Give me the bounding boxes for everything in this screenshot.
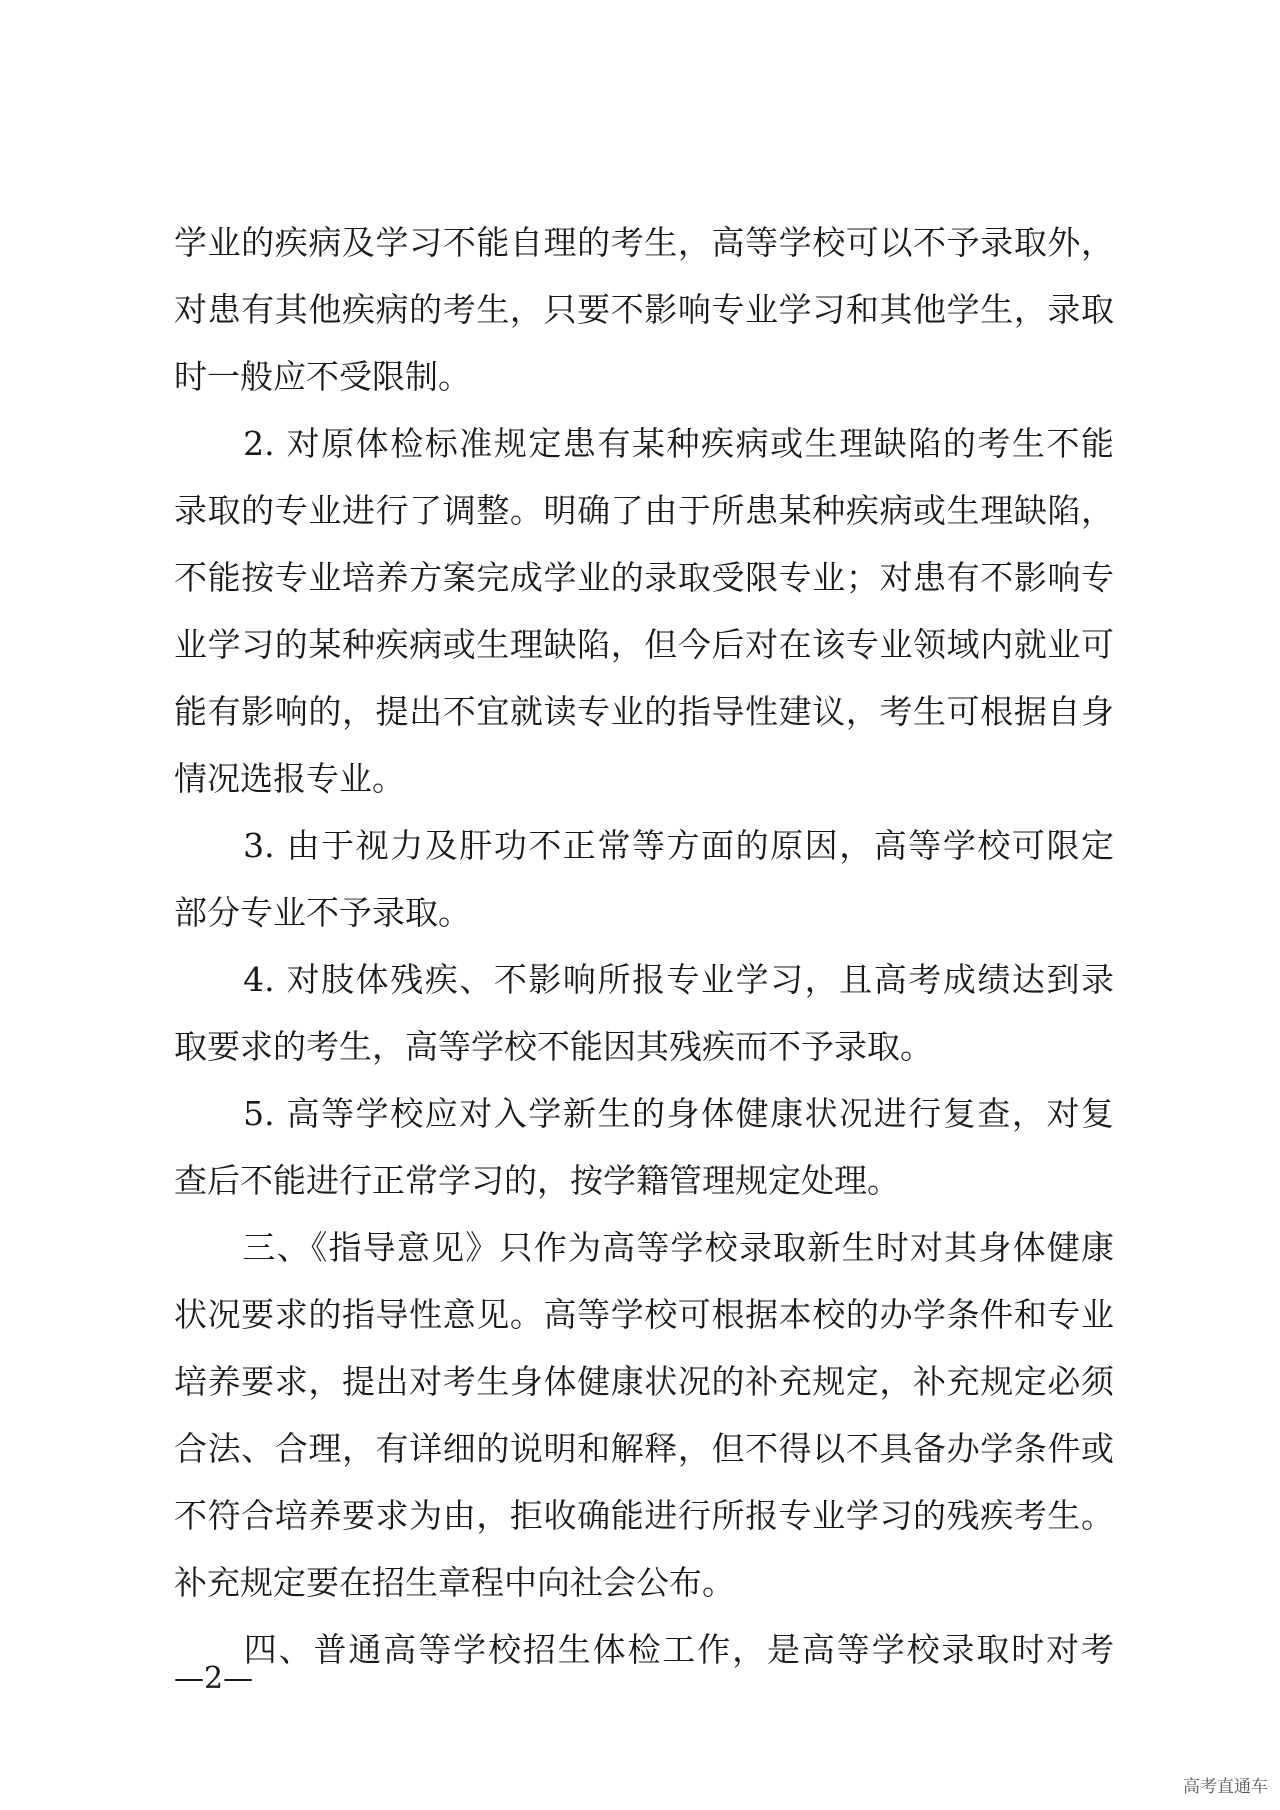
text-line: 4. 对肢体残疾、不影响所报专业学习，且高考成绩达到录 (174, 960, 1114, 999)
text-line: 业学习的某种疾病或生理缺陷，但今后对在该专业领域内就业可 (174, 625, 1114, 664)
text-line: 学业的疾病及学习不能自理的考生，高等学校可以不予录取外， (174, 223, 1114, 262)
text-line: 2. 对原体检标准规定患有某种疾病或生理缺陷的考生不能 (174, 424, 1114, 463)
text-line: 补充规定要在招生章程中向社会公布。 (174, 1563, 735, 1602)
text-line: 培养要求，提出对考生身体健康状况的补充规定，补充规定必须 (174, 1362, 1114, 1401)
text-line: 三、《指导意见》只作为高等学校录取新生时对其身体健康 (174, 1228, 1114, 1267)
text-line: 不能按专业培养方案完成学业的录取受限专业；对患有不影响专 (174, 558, 1114, 597)
text-line: 3. 由于视力及肝功不正常等方面的原因，高等学校可限定 (174, 826, 1114, 865)
text-line: 能有影响的，提出不宜就读专业的指导性建议，考生可根据自身 (174, 692, 1114, 731)
text-line: 时一般应不受限制。 (174, 357, 471, 396)
text-line: 查后不能进行正常学习的，按学籍管理规定处理。 (174, 1161, 900, 1200)
text-line: 5. 高等学校应对入学新生的身体健康状况进行复查，对复 (174, 1094, 1114, 1133)
text-line: 不符合培养要求为由，拒收确能进行所报专业学习的残疾考生。 (174, 1496, 1114, 1535)
page-number: —2— (174, 1661, 254, 1696)
watermark: 高考直通车 (1183, 1777, 1268, 1797)
text-line: 情况选报专业。 (174, 759, 405, 798)
text-line: 录取的专业进行了调整。明确了由于所患某种疾病或生理缺陷， (174, 491, 1114, 530)
text-line: 部分专业不予录取。 (174, 893, 471, 932)
text-line: 对患有其他疾病的考生，只要不影响专业学习和其他学生，录取 (174, 290, 1114, 329)
text-line: 状况要求的指导性意见。高等学校可根据本校的办学条件和专业 (174, 1295, 1114, 1334)
text-line: 合法、合理，有详细的说明和解释，但不得以不具备办学条件或 (174, 1429, 1114, 1468)
text-line: 取要求的考生，高等学校不能因其残疾而不予录取。 (174, 1027, 933, 1066)
text-line: 四、普通高等学校招生体检工作，是高等学校录取时对考 (174, 1630, 1114, 1669)
